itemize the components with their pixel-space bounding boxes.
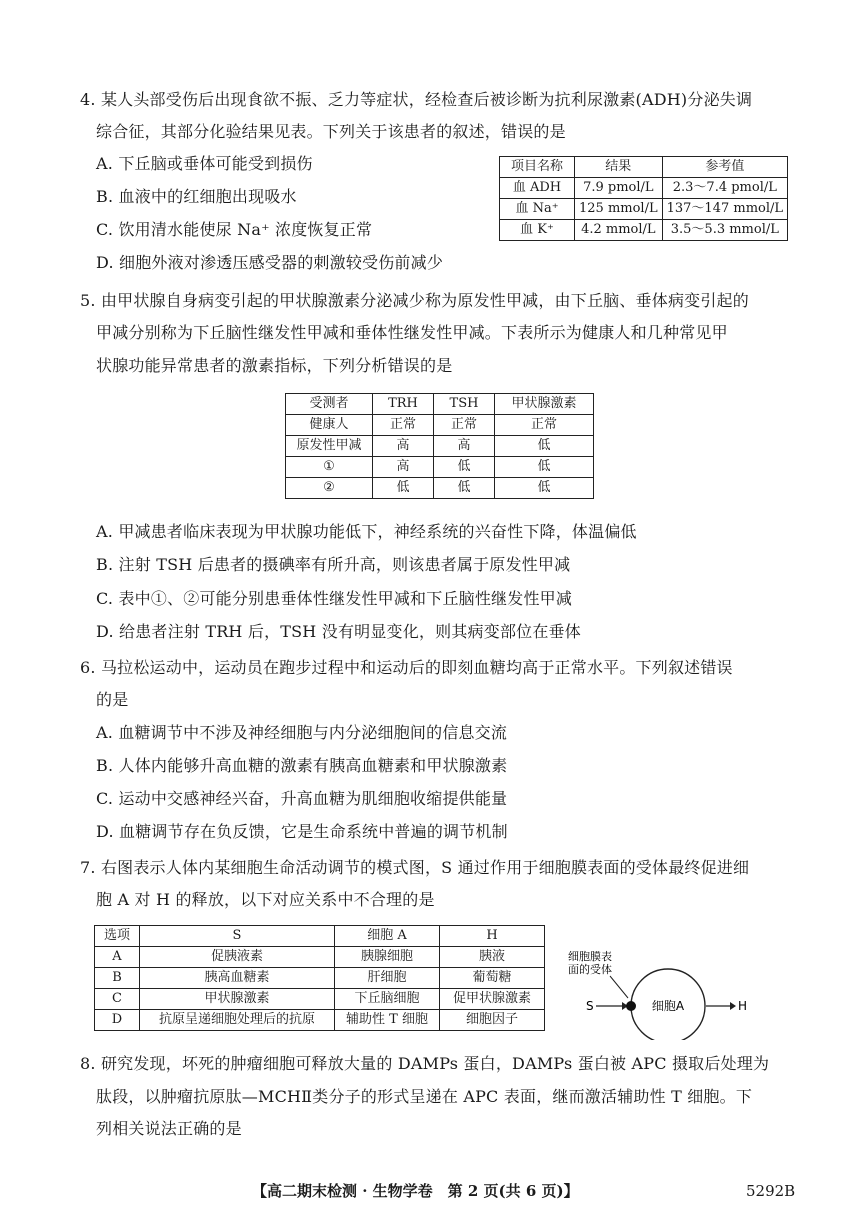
table-header-cell: H — [440, 926, 545, 947]
q8-stem-line3: 列相关说法正确的是 — [96, 1119, 242, 1138]
table-header-cell: 项目名称 — [500, 157, 575, 178]
q6-option-a: A. 血糖调节中不涉及神经细胞与内分泌细胞间的信息交流 — [96, 723, 508, 742]
table-row — [286, 457, 594, 478]
q5-stem-line3: 状腺功能异常患者的激素指标，下列分析错误的是 — [96, 356, 453, 375]
table-cell: 低 — [434, 457, 495, 478]
table-cell: ① — [286, 457, 373, 478]
page-footer-title: 【高二期末检测 · 生物学卷 第 2 页(共 6 页)】 — [252, 1182, 579, 1200]
table-header-row — [286, 394, 594, 415]
table-row — [500, 199, 788, 220]
signal-s-label: S — [586, 999, 594, 1013]
table-cell: 胰腺细胞 — [335, 947, 440, 968]
cell-signaling-svg — [562, 950, 752, 1040]
table-cell: A — [95, 947, 140, 968]
table-header-row — [500, 157, 788, 178]
table-cell: 促甲状腺激素 — [440, 989, 545, 1010]
table-header-cell: 甲状腺激素 — [495, 394, 594, 415]
table-cell: 高 — [373, 436, 434, 457]
table-cell: 甲状腺激素 — [140, 989, 335, 1010]
table-cell: 辅助性 T 细胞 — [335, 1010, 440, 1031]
table-header-cell: 结果 — [575, 157, 663, 178]
table-cell: 高 — [434, 436, 495, 457]
table-header-cell: TSH — [434, 394, 495, 415]
table-cell: 葡萄糖 — [440, 968, 545, 989]
q6-option-d: D. 血糖调节存在负反馈，它是生命系统中普遍的调节机制 — [96, 822, 508, 841]
receptor-label-line1: 细胞膜表 — [568, 950, 612, 963]
table-cell: 肝细胞 — [335, 968, 440, 989]
table-cell: 细胞因子 — [440, 1010, 545, 1031]
table-cell: 高 — [373, 457, 434, 478]
q6-option-b: B. 人体内能够升高血糖的激素有胰高血糖素和甲状腺激素 — [96, 756, 508, 775]
q5-option-a: A. 甲减患者临床表现为甲状腺功能低下，神经系统的兴奋性下降，体温偏低 — [96, 522, 637, 541]
q7-stem-line1: 7. 右图表示人体内某细胞生命活动调节的模式图，S 通过作用于细胞膜表面的受体最终促进细 — [80, 858, 750, 877]
receptor-label-line2: 面的受体 — [568, 963, 612, 976]
q4-option-a: A. 下丘脑或垂体可能受到损伤 — [96, 154, 313, 173]
table-header-cell: 参考值 — [662, 157, 787, 178]
table-row — [95, 989, 545, 1010]
table-cell: 低 — [495, 457, 594, 478]
receptor-dot — [626, 1001, 636, 1011]
table-header-cell: TRH — [373, 394, 434, 415]
table-header-cell: 受测者 — [286, 394, 373, 415]
cell-signaling-diagram — [562, 950, 752, 1040]
table-cell: 健康人 — [286, 415, 373, 436]
table-cell: 137～147 mmol/L — [662, 199, 787, 220]
q5-stem-line1: 5. 由甲状腺自身病变引起的甲状腺激素分泌减少称为原发性甲减，由下丘脑、垂体病变引起的 — [80, 291, 749, 310]
q4-option-c: C. 饮用清水能使尿 Na⁺ 浓度恢复正常 — [96, 220, 373, 239]
q7-stem-line2: 胞 A 对 H 的释放，以下对应关系中不合理的是 — [96, 890, 435, 909]
table-cell: 低 — [434, 478, 495, 499]
q4-lab-table — [499, 156, 788, 241]
table-cell: 抗原呈递细胞处理后的抗原 — [140, 1010, 335, 1031]
table-cell: 低 — [495, 436, 594, 457]
table-cell: ② — [286, 478, 373, 499]
table-cell: 原发性甲减 — [286, 436, 373, 457]
q5-option-d: D. 给患者注射 TRH 后，TSH 没有明显变化，则其病变部位在垂体 — [96, 622, 581, 641]
table-cell: 2.3～7.4 pmol/L — [662, 178, 787, 199]
table-row — [95, 1010, 545, 1031]
table-header-row — [95, 926, 545, 947]
q6-stem-line2: 的是 — [96, 690, 129, 709]
table-header-cell: S — [140, 926, 335, 947]
table-cell: 胰高血糖素 — [140, 968, 335, 989]
table-cell: C — [95, 989, 140, 1010]
output-h-label: H — [738, 999, 748, 1013]
table-cell: 血 Na⁺ — [500, 199, 575, 220]
q4-option-d: D. 细胞外液对渗透压感受器的刺激较受伤前减少 — [96, 253, 444, 272]
table-cell: 血 ADH — [500, 178, 575, 199]
q4-option-b: B. 血液中的红细胞出现吸水 — [96, 187, 297, 206]
q8-stem-line1: 8. 研究发现，坏死的肿瘤细胞可释放大量的 DAMPs 蛋白，DAMPs 蛋白被 APC 摄取后处理为 — [80, 1054, 770, 1073]
table-row — [500, 178, 788, 199]
table-cell: 4.2 mmol/L — [575, 220, 663, 241]
q5-option-c: C. 表中①、②可能分别患垂体性继发性甲减和下丘脑性继发性甲减 — [96, 589, 573, 608]
receptor-pointer-line — [610, 976, 628, 998]
q4-stem-line1: 4. 某人头部受伤后出现食欲不振、乏力等症状，经检查后被诊断为抗利尿激素(ADH)分泌失调 — [80, 90, 753, 109]
table-cell: 正常 — [434, 415, 495, 436]
cell-a-label: 细胞A — [651, 999, 685, 1013]
table-cell: 胰液 — [440, 947, 545, 968]
q6-stem-line1: 6. 马拉松运动中，运动员在跑步过程中和运动后的即刻血糖均高于正常水平。下列叙述错误 — [80, 658, 733, 677]
table-row — [95, 968, 545, 989]
table-row — [500, 220, 788, 241]
q5-stem-line2: 甲减分别称为下丘脑性继发性甲减和垂体性继发性甲减。下表所示为健康人和几种常见甲 — [96, 323, 728, 342]
table-row — [286, 415, 594, 436]
table-row — [95, 947, 545, 968]
q7-options-table — [94, 925, 545, 1031]
q5-option-b: B. 注射 TSH 后患者的摄碘率有所升高，则该患者属于原发性甲减 — [96, 555, 571, 574]
table-header-cell: 细胞 A — [335, 926, 440, 947]
q8-stem-line2: 肽段，以肿瘤抗原肽—MCHⅡ类分子的形式呈递在 APC 表面，继而激活辅助性 T 细胞。下 — [96, 1087, 753, 1106]
h-arrow-head — [730, 1002, 736, 1010]
q4-stem-line2: 综合征，其部分化验结果见表。下列关于该患者的叙述，错误的是 — [96, 122, 566, 141]
table-cell: D — [95, 1010, 140, 1031]
table-cell: 低 — [495, 478, 594, 499]
page-footer-code: 5292B — [746, 1182, 796, 1200]
q6-option-c: C. 运动中交感神经兴奋，升高血糖为肌细胞收缩提供能量 — [96, 789, 508, 808]
table-cell: 低 — [373, 478, 434, 499]
table-cell: 125 mmol/L — [575, 199, 663, 220]
table-row — [286, 478, 594, 499]
table-cell: 促胰液素 — [140, 947, 335, 968]
table-header-cell: 选项 — [95, 926, 140, 947]
q5-hormone-table — [285, 393, 594, 499]
table-cell: 正常 — [373, 415, 434, 436]
table-cell: 7.9 pmol/L — [575, 178, 663, 199]
table-cell: 正常 — [495, 415, 594, 436]
table-cell: 3.5～5.3 mmol/L — [662, 220, 787, 241]
table-cell: B — [95, 968, 140, 989]
table-cell: 下丘脑细胞 — [335, 989, 440, 1010]
table-row — [286, 436, 594, 457]
table-cell: 血 K⁺ — [500, 220, 575, 241]
